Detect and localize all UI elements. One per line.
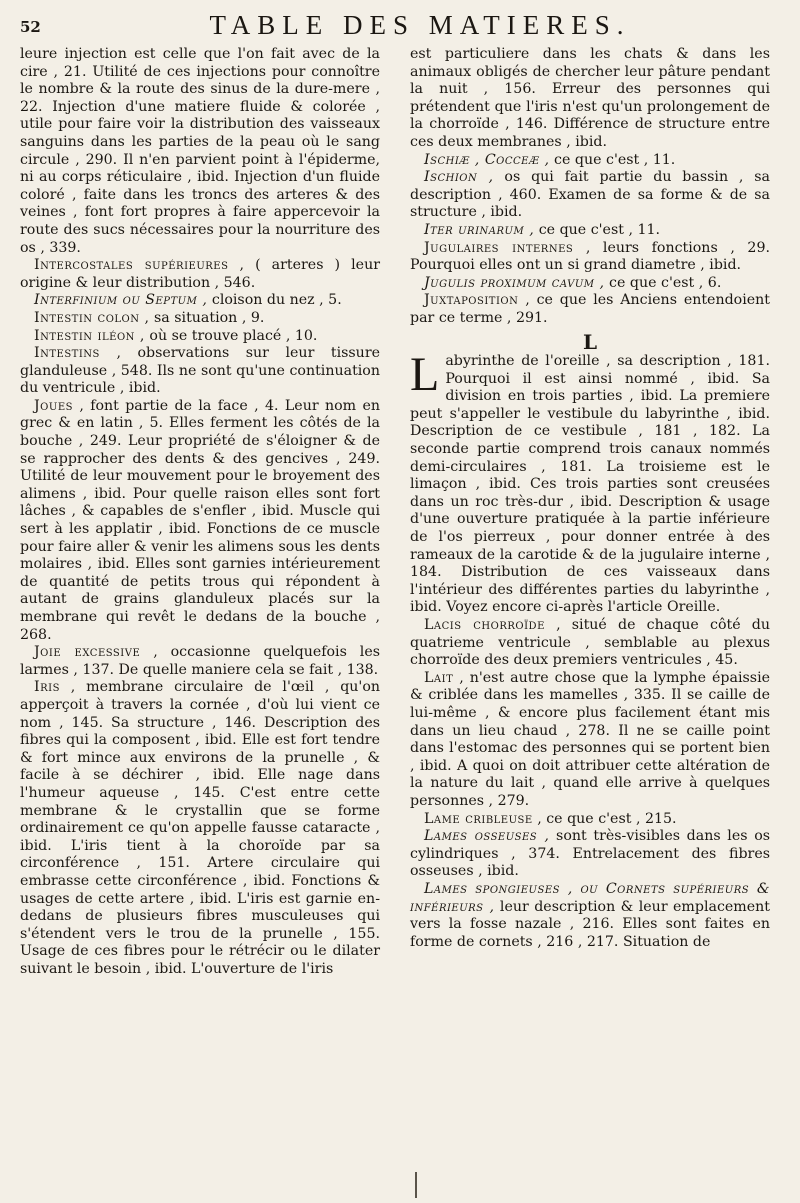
- entry-headword: Lames spongieuses , ou Cornets supérieurs & inférieurs ,: [410, 880, 770, 915]
- entry-text: cloison du nez , 5.: [207, 292, 342, 309]
- entry-text: , occasionne quelquefois les larmes , 137. De quelle maniere cela se fait , 138.: [20, 644, 380, 678]
- entry-text: où se trouve placé , 10.: [144, 327, 318, 344]
- running-title: TABLE DES MATIERES.: [209, 10, 631, 40]
- entry-headword: Lacis chorroïde: [424, 617, 545, 633]
- index-entry: [410, 348, 770, 617]
- entry-text: , observations sur leur tissure glanduleuse , 548. Ils ne sont qu'une continuation du ventricule , ibid.: [20, 345, 380, 397]
- entry-headword: Joie excessive: [34, 644, 141, 661]
- entry-headword: Intestins: [34, 345, 100, 362]
- page-number: 52: [20, 18, 41, 36]
- left-column: [20, 46, 380, 978]
- entry-text: , ce que c'est , 215.: [532, 810, 677, 827]
- index-entry: [410, 617, 770, 670]
- entry-headword: Interfinium ou Septum ,: [34, 292, 208, 309]
- right-column: [410, 46, 770, 951]
- index-entry: [20, 310, 380, 328]
- index-entry: [410, 275, 770, 293]
- index-entry: [410, 169, 770, 222]
- index-entry: [20, 328, 380, 346]
- entry-headword: Intestin iléon ,: [34, 327, 145, 344]
- entry-text: ce que c'est , 11.: [534, 221, 661, 238]
- entry-text: sont très-visibles dans les os cylindriques , 374. Entrelacement des fibres osseuses , ibid.: [410, 828, 771, 880]
- entry-headword: Lames osseuses ,: [424, 828, 550, 845]
- section-letter: L: [582, 329, 598, 354]
- index-entry: [410, 881, 770, 951]
- entry-text: ce que c'est , 11.: [549, 151, 676, 168]
- entry-text: sa situation , 9.: [149, 309, 265, 326]
- drop-cap: L: [410, 348, 440, 402]
- entry-headword: Ischiæ , Cocceæ ,: [424, 151, 550, 168]
- entry-text: , sa description , 181. Pourquoi il est ainsi nommé , ibid. Sa division en trois parties , ibid. La premiere peut s'appeller le vestibule du labyrinthe , ibid. Description de ce vestibule , 181 , 182. La seconde partie comprend trois canaux nommés demi-circulaires , 181. La troisieme est le limaçon , ibid. Ces trois parties sont creusées dans un roc très-dur , ibid. Description & usage d'une ouverture pratiquée à la partie inférieure de l'os pierreux , pour donner entrée à des rameaux de la carotide & de la jugulaire interne , 184. Distribution de ces vaisseaux dans l'intérieur des différentes parties du labyrinthe , ibid. Voyez encore ci-après l'article Oreille.: [410, 353, 770, 616]
- index-entry: [410, 152, 770, 170]
- entry-headword: Iris: [34, 679, 60, 696]
- entry-text: os qui fait partie du bassin , sa description , 460. Examen de sa forme & de sa structure , ibid.: [410, 169, 770, 221]
- continued-entry: est particuliere dans les chats & dans les animaux obligés de chercher leur pâture pendant la nuit , 156. Erreur des personnes qui prétendent que l'iris n'est qu'un prolongement de la chorroïde , 146. Différence de structure entre ces deux membranes , ibid.: [410, 46, 770, 150]
- entry-text: , ce que les Anciens entendoient par ce terme , 291.: [410, 292, 770, 326]
- entry-headword: Iter urinarum ,: [424, 221, 535, 238]
- index-entry: [20, 644, 380, 679]
- entry-headword: abyrinthe de l'oreille: [445, 353, 600, 370]
- entry-headword: Jugulaires internes: [424, 239, 574, 256]
- index-entry: [20, 292, 380, 310]
- page-header: [20, 10, 780, 42]
- entry-headword: Intercostales supérieures: [34, 257, 229, 274]
- continued-entry: leure injection est celle que l'on fait avec de la cire , 21. Utilité de ces injections pour connoître le nombre & la route des sinus de la dure-mere , 22. Injection d'une matiere fluide & colorée , utile pour faire voir la distribution des vaisseaux sanguins dans les parties de la peau où le sang circule , 290. Il n'en parvient point à l'épiderme, ni au corps réticulaire , ibid. Injection d'un fluide coloré , faite dans les troncs des arteres & des veines , font fort propres à faire appercevoir la route des sucs nécessaires pour la nourriture des os , 339.: [20, 46, 380, 256]
- entry-headword: Ischion ,: [424, 169, 494, 186]
- index-entry: [410, 670, 770, 811]
- entry-text: ce que c'est , 6.: [604, 274, 722, 291]
- index-entry: [20, 398, 380, 644]
- index-entry: [410, 811, 770, 829]
- index-entry: [410, 292, 770, 327]
- index-entry: [20, 257, 380, 292]
- entry-headword: Juxtaposition: [424, 292, 519, 309]
- index-entry: [410, 828, 770, 881]
- entry-text: , n'est autre chose que la lymphe épaissie & criblée dans les mamelles , 335. Il se caille de lui-même , & encore plus facilement étant mis dans un lieu chaud , 278. Il ne se caille point dans l'estomac des personnes qui se portent bien , ibid. A quoi on doit attribuer cette altération de la nature du lait , quand elle arrive à quelques personnes , 279.: [410, 669, 770, 809]
- entry-text: , situé de chaque côté du quatrieme ventricule , semblable au plexus chorroïde des deux premiers ventricules , 45.: [410, 617, 771, 669]
- entry-text: , font partie de la face , 4. Leur nom en grec & en latin , 5. Elles ferment les côtés de la bouche , 249. Leur propriété de s'éloigner & de se rapprocher des dents & des gencives , 249. Utilité de leur mouvement pour le broyement des alimens , ibid. Pour quelle raison elles sont fort lâches , & capables de s'enfler , ibid. Muscle qui sert à les applatir , ibid. Fonctions de ce muscle pour faire aller & venir les alimens sous les dents molaires , ibid. Elles sont garnies intérieurement de quantité de petits trous qui répondent à autant de grains glanduleux placés sur la membrane qui revêt le dedans de la bouche , 268.: [20, 397, 380, 643]
- gutter-mark: [415, 1172, 417, 1198]
- entry-text: , leurs fonctions , 29. Pourquoi elles ont un si grand diametre , ibid.: [410, 239, 770, 274]
- index-entry: [410, 240, 770, 275]
- entry-text: , ( arteres ) leur origine & leur distribution , 546.: [20, 257, 380, 291]
- entry-headword: Lait: [424, 669, 454, 686]
- entry-headword: Jugulis proximum cavum ,: [424, 274, 605, 291]
- entry-headword: Lame cribleuse: [424, 810, 533, 827]
- entry-text: leur description & leur emplacement vers la fosse nazale , 216. Elles sont faites en forme de cornets , 216 , 217. Situation de: [410, 898, 770, 950]
- index-entry: [20, 679, 380, 978]
- index-entry: [20, 345, 380, 398]
- index-entry: [410, 222, 770, 240]
- entry-headword: Intestin colon ,: [34, 309, 150, 326]
- entry-text: , membrane circulaire de l'œil , qu'on apperçoit à travers la cornée , d'où lui vient ce nom , 145. Sa structure , 146. Description des fibres qui la composent , ibid. Elle est fort tendre & fort mince aux environs de la prunelle , & facile à se déchirer , ibid. Elle nage dans l'humeur aqueuse , 145. C'est entre cette membrane & le crystallin que se forme ordinairement ce qu'on appelle fausse cataracte , ibid. L'iris tient à la choroïde par sa circonférence , 151. Artere circulaire qui embrasse cette circonférence , ibid. Fonctions & usages de cette artere , ibid. L'iris est garnie en-dedans de plusieurs fibres musculeuses qui s'étendent vers le trou de la prunelle , 155. Usage de ces fibres pour le rétrécir ou le dilater suivant le besoin , ibid. L'ouverture de l'iris: [20, 679, 380, 977]
- entry-headword: Joues: [34, 397, 73, 414]
